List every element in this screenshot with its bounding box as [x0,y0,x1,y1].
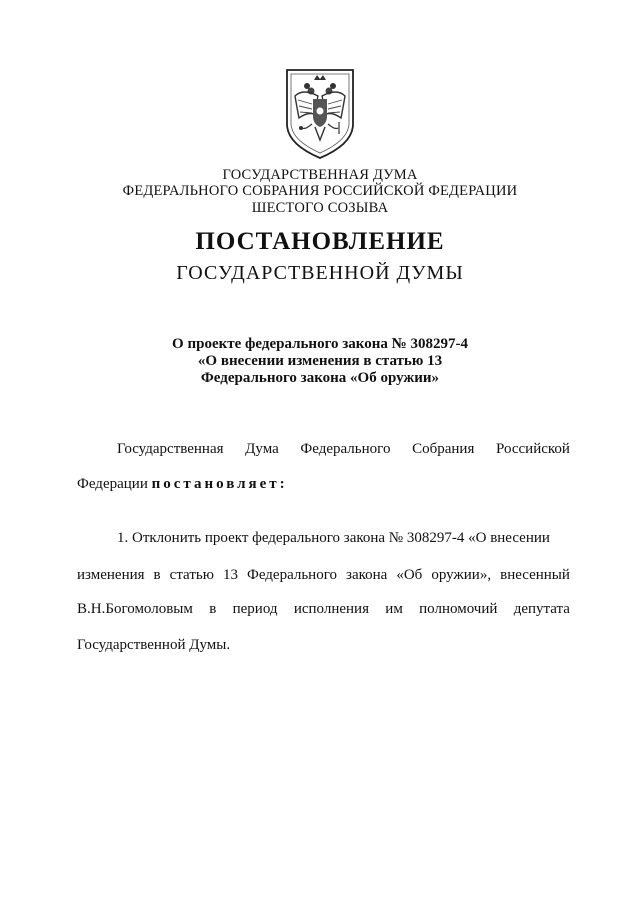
org-name-line-2: ФЕДЕРАЛЬНОГО СОБРАНИЯ РОССИЙСКОЙ ФЕДЕРАЦИИ [122,183,518,199]
preamble-word: Федерального [300,441,391,457]
clause-1-line-2 [77,566,570,584]
preamble-line-2 [77,475,570,493]
clause-word: исполнения [293,601,369,617]
clause-word: в [153,567,161,583]
clause-word: В.Н.Богомоловым [77,601,193,617]
clause-word: им [385,601,403,617]
clause-1-line-1: 1. Отклонить проект федерального закона № 308297-4 «О внесении [117,530,550,546]
clause-word: 13 [222,567,238,583]
coat-of-arms-icon [281,66,359,162]
document-issuer: ГОСУДАРСТВЕННОЙ ДУМЫ [176,262,464,284]
preamble-word: Собрания [412,441,475,457]
clause-word: в [209,601,217,617]
subject-line-2: «О внесении изменения в статью 13 [197,353,443,369]
resolution-verb: постановляет: [151,476,288,492]
clause-word: депутата [513,601,570,617]
clause-word: период [232,601,278,617]
document-type-title: ПОСТАНОВЛЕНИЕ [195,228,445,255]
convocation-line: ШЕСТОГО СОЗЫВА [251,200,389,216]
preamble-text: Федерации [77,476,148,492]
clause-word: «Об [396,567,423,583]
clause-word: оружии», [431,567,492,583]
clause-word: Федерального [246,567,337,583]
clause-1-line-3 [77,600,570,618]
clause-word: внесенный [500,567,570,583]
clause-word: закона [346,567,388,583]
org-name-line-1: ГОСУДАРСТВЕННАЯ ДУМА [222,167,418,183]
subject-line-3: Федерального закона «Об оружии» [200,370,440,386]
preamble-line-1 [117,440,570,458]
clause-1-line-4: Государственной Думы. [77,637,231,653]
clause-word: изменения [77,567,145,583]
preamble-word: Государственная [117,441,224,457]
preamble-word: Российской [496,441,570,457]
clause-word: полномочий [419,601,498,617]
clause-word: статью [169,567,214,583]
preamble-word: Дума [245,441,279,457]
subject-line-1: О проекте федерального закона № 308297-4 [172,336,468,352]
